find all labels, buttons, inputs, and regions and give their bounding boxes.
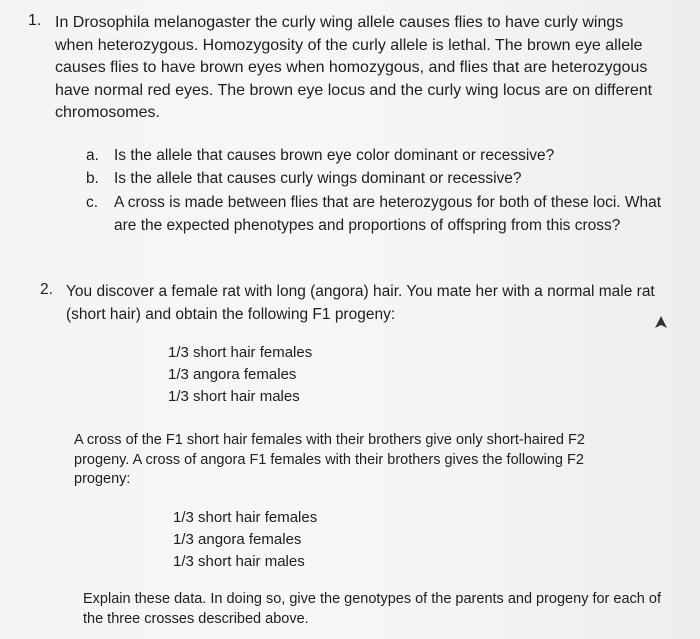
list-item: 1/3 short hair females — [173, 509, 318, 526]
f2-progeny-list — [173, 507, 317, 573]
list-item: 1/3 angora females — [173, 531, 302, 548]
list-item: 1/3 angora females — [168, 366, 297, 383]
list-item: 1/3 short hair males — [173, 553, 305, 570]
list-item: 1/3 short hair males — [168, 388, 300, 405]
question-2-number: 2. — [40, 281, 53, 298]
mouse-cursor-icon — [655, 316, 667, 335]
explain-instruction: Explain these data. In doing so, give the genotypes of the parents and progeny for each of the three crosses described above. — [83, 591, 661, 627]
question-1-number: 1. — [28, 12, 42, 29]
part-text: A cross is made between flies that are heterozygous for both of these loci. What are the expected phenotypes and proportions of offspring from this cross? — [114, 194, 662, 234]
f1-progeny-list — [168, 342, 312, 408]
part-label: a. — [86, 147, 99, 164]
f2-cross-description: A cross of the F1 short hair females with their brothers give only short-haired F2 progeny. A cross of angora F1 females with their brothers gives the following F2 progeny: — [74, 432, 585, 487]
part-label: c. — [86, 194, 99, 211]
list-item: 1/3 short hair females — [168, 344, 313, 361]
part-label: b. — [86, 170, 99, 187]
part-text: Is the allele that causes brown eye color dominant or recessive? — [114, 147, 555, 164]
question-2-text: You discover a female rat with long (angora) hair. You mate her with a normal male rat (short hair) and obtain the following F1 progeny: — [66, 283, 655, 323]
part-text: Is the allele that causes curly wings dominant or recessive? — [114, 170, 522, 187]
question-1-text: In Drosophila melanogaster the curly wing allele causes flies to have curly wings when heterozygous. Homozygosity of the curly allele is lethal. The brown eye allele causes flies to have brown eyes when homozygous, and flies that are heterozygous have normal red eyes. The brown eye locus and the curly wing locus are on different chromosomes. — [55, 14, 653, 121]
